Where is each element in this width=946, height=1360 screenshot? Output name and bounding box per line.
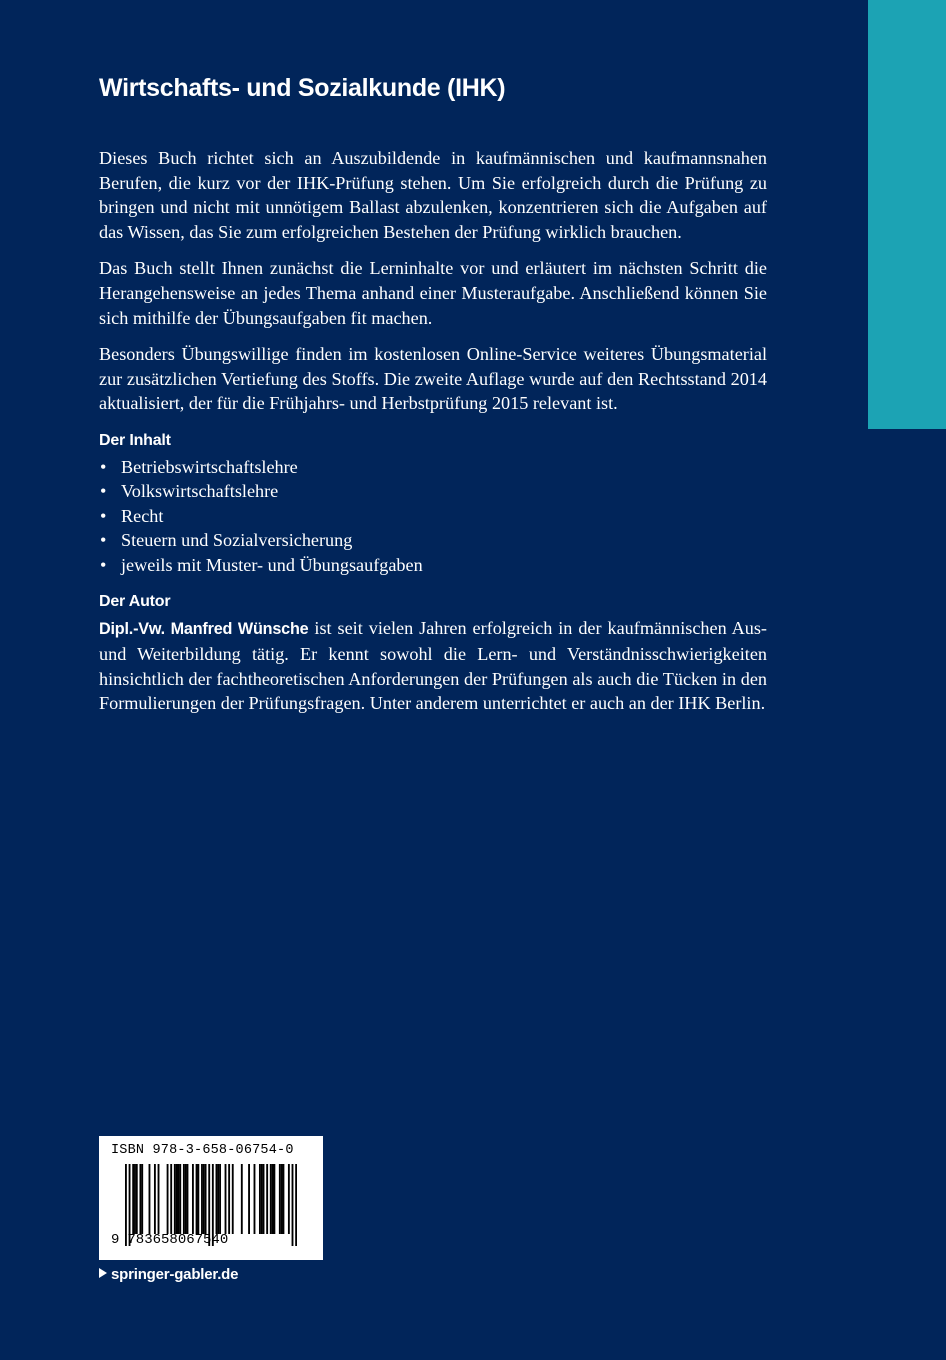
- list-item-label: Recht: [121, 505, 164, 526]
- barcode-bar: [154, 1164, 156, 1234]
- barcode-bar: [261, 1164, 263, 1234]
- author-heading: Der Autor: [99, 593, 171, 611]
- list-item-label: Volkswirtschaftslehre: [121, 481, 279, 502]
- barcode-bar: [176, 1164, 178, 1234]
- arrow-right-icon: [99, 1268, 107, 1278]
- publisher-website[interactable]: [99, 1265, 238, 1285]
- bullet-icon: •: [100, 554, 107, 575]
- barcode-bar: [263, 1164, 265, 1234]
- barcode-bar: [219, 1164, 221, 1234]
- barcode-bar: [272, 1164, 274, 1234]
- list-item: [99, 455, 767, 480]
- barcode-bar: [201, 1164, 203, 1234]
- barcode-bar: [203, 1164, 205, 1234]
- barcode-bar: [216, 1164, 218, 1234]
- barcode-bar: [174, 1164, 176, 1234]
- barcode-bar: [292, 1164, 294, 1246]
- bullet-icon: •: [100, 530, 107, 551]
- barcode-bar: [179, 1164, 181, 1234]
- author-bio-text: ist seit vielen Jahren erfolgreich in der kaufmännischen Aus- und Weiterbildung tätig. Er kennt sowohl die Lern- und Verständnisschwierigkeiten hinsichtlich der fachtheoretischen Anforderungen der Prüfungen als auch die Tücken in den Formulierungen der Prüfungsfragen. Unter anderem unterrichtet er auch an der IHK Berlin.: [99, 618, 767, 714]
- barcode-bar: [178, 1164, 180, 1234]
- barcode-bar: [149, 1164, 151, 1234]
- bullet-icon: •: [100, 505, 107, 526]
- back-cover-text: [99, 72, 767, 728]
- barcode-first-digit: 9: [111, 1232, 120, 1248]
- contents-list: [99, 455, 767, 578]
- bullet-icon: •: [100, 456, 107, 477]
- website-label: springer-gabler.de: [111, 1266, 239, 1283]
- description-paragraph-1: Dieses Buch richtet sich an Auszubildende in kaufmännischen und kaufmannsnahen Berufen, die kurz vor der IHK-Prüfung stehen. Um Sie erfolgreich durch die Prüfung zu bringen und nicht mit unnötigem Ballast abzulenken, konzentrieren sich die Aufgaben auf das Wissen, das Sie zum erfolgreichen Bestehen der Prüfung wirklich brauchen.: [99, 148, 767, 242]
- list-item: [99, 528, 767, 553]
- barcode-bar: [141, 1164, 143, 1234]
- barcode-bar: [254, 1164, 256, 1234]
- barcode-bar: [134, 1164, 136, 1234]
- list-item-label: Steuern und Sozialversicherung: [121, 530, 353, 551]
- author-name: Dipl.-Vw. Manfred Wünsche: [99, 620, 309, 639]
- barcode-digit-string: 783658067540: [127, 1232, 229, 1248]
- barcode-bar: [259, 1164, 261, 1234]
- barcode-bar: [185, 1164, 187, 1234]
- barcode-bar: [183, 1164, 185, 1234]
- barcode-bar: [196, 1164, 198, 1234]
- barcode-bar: [266, 1164, 268, 1234]
- list-item-label: jeweils mit Muster- und Übungsaufgaben: [121, 554, 423, 575]
- barcode-bar: [139, 1164, 141, 1234]
- barcode-bar: [295, 1164, 297, 1246]
- description-paragraph-3: Besonders Übungswillige finden im kostenlosen Online-Service weiteres Übungsmaterial zur zusätzlichen Vertiefung des Stoffs. Die zweite Auflage wurde auf den Rechtsstand 2014 aktualisiert, der für die Frühjahrs- und Herbstprüfung 2015 relevant ist.: [99, 344, 767, 414]
- barcode-bar: [167, 1164, 169, 1234]
- barcode-bar: [283, 1164, 285, 1234]
- isbn-label: ISBN 978-3-658-06754-0: [111, 1143, 294, 1158]
- list-item-label: Betriebswirtschaftslehre: [121, 456, 298, 477]
- barcode-bar: [197, 1164, 199, 1234]
- barcode-bar: [136, 1164, 138, 1234]
- list-item: [99, 504, 767, 529]
- description-paragraph-2: Das Buch stellt Ihnen zunächst die Lerninhalte vor und erläutert im nächsten Schritt die Herangehensweise an jedes Thema anhand einer Musteraufgabe. Anschließend können Sie sich mithilfe der Übungsaufgaben fit machen.: [99, 258, 767, 328]
- barcode-bar: [205, 1164, 207, 1234]
- barcode-bar: [158, 1164, 160, 1234]
- barcode-bar: [279, 1164, 281, 1234]
- barcode-bar: [273, 1164, 275, 1234]
- barcode-digits: [111, 1232, 228, 1248]
- barcode-bar: [225, 1164, 227, 1234]
- list-item: [99, 553, 767, 578]
- barcode-bar: [241, 1164, 243, 1234]
- contents-heading: Der Inhalt: [99, 431, 171, 449]
- isbn-barcode: [99, 1136, 323, 1260]
- barcode-bar: [228, 1164, 230, 1234]
- barcode-bar: [270, 1164, 272, 1234]
- book-title: Wirtschafts- und Sozialkunde (IHK): [99, 74, 506, 102]
- barcode-bar: [187, 1164, 189, 1234]
- barcode-bar: [170, 1164, 172, 1234]
- list-item: [99, 479, 767, 504]
- barcode-bar: [192, 1164, 194, 1234]
- barcode-bar: [132, 1164, 134, 1234]
- barcode-bar: [281, 1164, 283, 1234]
- barcode-bar: [248, 1164, 250, 1234]
- bullet-icon: •: [100, 481, 107, 502]
- barcode-bar: [217, 1164, 219, 1234]
- accent-bar: [868, 0, 946, 429]
- barcode-bar: [232, 1164, 234, 1234]
- barcode-bar: [288, 1164, 290, 1234]
- author-bio: [99, 616, 767, 715]
